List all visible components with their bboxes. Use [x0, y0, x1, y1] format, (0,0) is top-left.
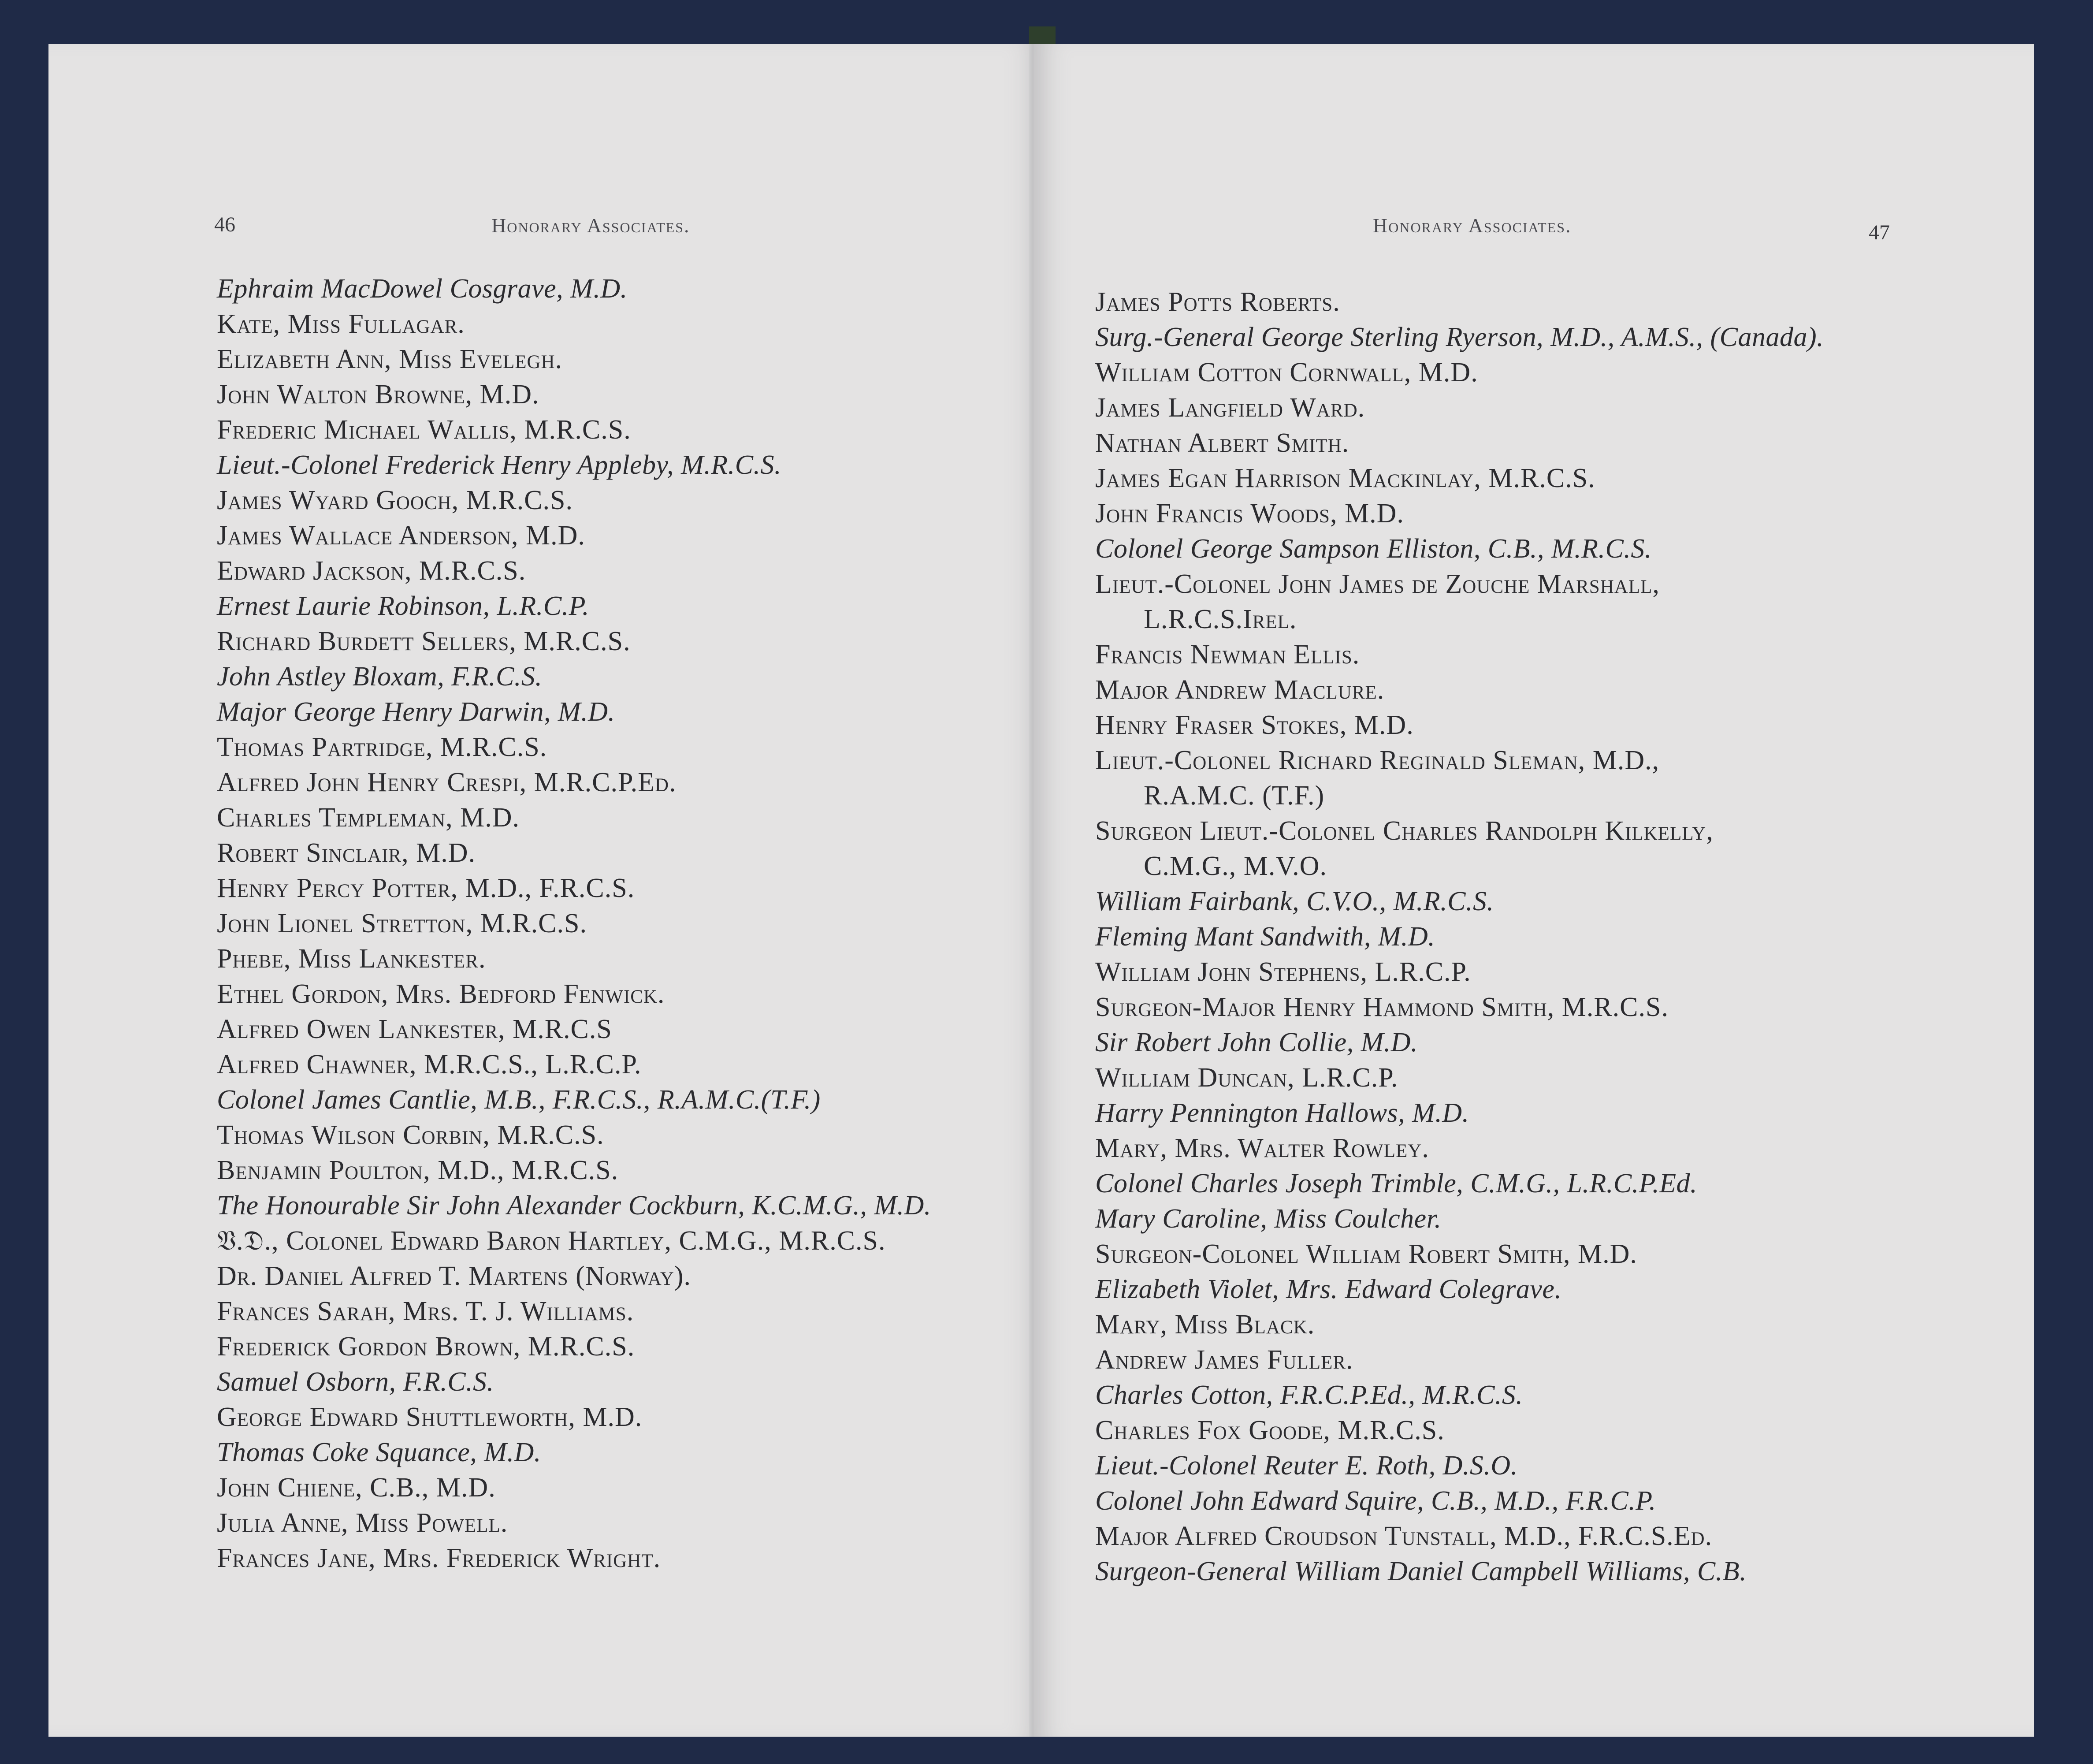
list-item	[1095, 919, 1824, 954]
list-item	[217, 624, 931, 659]
entry-name: Sir Robert John Collie, M.D.	[1095, 1027, 1418, 1057]
list-item	[1095, 1060, 1824, 1095]
entry-name: John Walton Browne, M.D.	[217, 380, 539, 409]
list-item	[217, 1082, 931, 1117]
entry-name: Phebe, Miss Lankester.	[217, 944, 486, 974]
entry-name: Benjamin Poulton, M.D., M.R.C.S.	[217, 1155, 619, 1185]
entry-name: Nathan Albert Smith.	[1095, 428, 1349, 458]
entry-name: Colonel Charles Joseph Trimble, C.M.G., L.R.C.P.Ed.	[1095, 1169, 1698, 1198]
entry-name: Surgeon-General William Daniel Campbell Williams, C.B.	[1095, 1556, 1747, 1586]
entry-name: John Chiene, C.B., M.D.	[217, 1473, 496, 1503]
list-item	[1095, 1448, 1824, 1483]
list-item	[1095, 1272, 1824, 1307]
entry-name: John Astley Bloxam, F.R.C.S.	[217, 662, 543, 692]
entry-name: Dr. Daniel Alfred T. Martens (Norway).	[217, 1261, 691, 1291]
entry-name: Frances Sarah, Mrs. T. J. Williams.	[217, 1296, 634, 1326]
list-item	[217, 588, 931, 624]
entry-name: Surgeon-Colonel William Robert Smith, M.D.	[1095, 1239, 1637, 1269]
list-item	[1095, 284, 1824, 320]
list-item	[217, 976, 931, 1012]
list-item	[1095, 637, 1824, 672]
running-head: Honorary Associates.	[1373, 214, 1572, 237]
entry-name: James Potts Roberts.	[1095, 287, 1340, 317]
list-item	[217, 271, 931, 306]
entry-name: Frederic Michael Wallis, M.R.C.S.	[217, 415, 631, 445]
entry-name: 𝔙.𝔇., Colonel Edward Baron Hartley, C.M.G., M.R.C.S.	[217, 1226, 886, 1256]
list-item	[217, 941, 931, 976]
entry-name: John Lionel Stretton, M.R.C.S.	[217, 908, 587, 938]
entry-continuation: R.A.M.C. (T.F.)	[1144, 781, 1325, 811]
entry-name: Henry Percy Potter, M.D., F.R.C.S.	[217, 873, 635, 903]
entry-name: Thomas Partridge, M.R.C.S.	[217, 732, 547, 762]
entry-name: Francis Newman Ellis.	[1095, 640, 1360, 670]
entry-name: James Langfield Ward.	[1095, 393, 1365, 423]
entry-name: Alfred Owen Lankester, M.R.C.S	[217, 1014, 612, 1044]
left-page	[48, 44, 1042, 1737]
list-item	[1095, 531, 1824, 566]
page-number: 47	[1869, 221, 1890, 244]
list-item	[217, 412, 931, 447]
list-item	[217, 483, 931, 518]
list-item	[1095, 990, 1824, 1025]
list-item	[217, 1329, 931, 1364]
list-item	[1095, 1377, 1824, 1413]
entry-name: Lieut.-Colonel Reuter E. Roth, D.S.O.	[1095, 1451, 1518, 1481]
entry-name: Charles Cotton, F.R.C.P.Ed., M.R.C.S.	[1095, 1380, 1523, 1410]
entry-name: Kate, Miss Fullagar.	[217, 309, 465, 339]
entry-name: Lieut.-Colonel John James de Zouche Marshall,	[1095, 569, 1660, 599]
entry-name: James Egan Harrison Mackinlay, M.R.C.S.	[1095, 463, 1595, 493]
entry-name: William Cotton Cornwall, M.D.	[1095, 357, 1478, 387]
list-item	[1095, 1201, 1824, 1236]
entry-name: Thomas Wilson Corbin, M.R.C.S.	[217, 1120, 604, 1150]
entry-continuation: C.M.G., M.V.O.	[1144, 851, 1327, 881]
list-item	[1095, 1342, 1824, 1377]
list-item	[1095, 813, 1824, 884]
list-item	[217, 1505, 931, 1541]
list-item	[217, 342, 931, 377]
list-item	[217, 1047, 931, 1082]
list-item	[1095, 672, 1824, 707]
list-item	[217, 1223, 931, 1258]
list-item	[1095, 425, 1824, 461]
list-item	[217, 1399, 931, 1435]
list-item	[1095, 1166, 1824, 1201]
entry-name: Mary Caroline, Miss Coulcher.	[1095, 1204, 1442, 1234]
list-item	[1095, 1095, 1824, 1131]
entry-name: Robert Sinclair, M.D.	[217, 838, 476, 868]
entry-list	[217, 271, 931, 1576]
entry-name: Harry Pennington Hallows, M.D.	[1095, 1098, 1469, 1128]
list-item	[217, 1117, 931, 1153]
entry-list	[1095, 284, 1824, 1589]
entry-name: Alfred John Henry Crespi, M.R.C.P.Ed.	[217, 767, 677, 797]
list-item	[217, 1188, 931, 1223]
list-item	[217, 553, 931, 588]
entry-name: Fleming Mant Sandwith, M.D.	[1095, 922, 1435, 952]
entry-name: Surg.-General George Sterling Ryerson, M.D., A.M.S., (Canada).	[1095, 322, 1824, 352]
list-item	[217, 906, 931, 941]
list-item	[1095, 1483, 1824, 1518]
entry-name: Ernest Laurie Robinson, L.R.C.P.	[217, 591, 590, 621]
entry-name: Frances Jane, Mrs. Frederick Wright.	[217, 1543, 661, 1573]
list-item	[217, 1541, 931, 1576]
entry-name: William John Stephens, L.R.C.P.	[1095, 957, 1471, 987]
entry-name: Ethel Gordon, Mrs. Bedford Fenwick.	[217, 979, 665, 1009]
entry-name: Julia Anne, Miss Powell.	[217, 1508, 508, 1538]
list-item	[217, 306, 931, 342]
list-item	[1095, 954, 1824, 990]
entry-name: Charles Templeman, M.D.	[217, 803, 520, 833]
entry-name: Surgeon Lieut.-Colonel Charles Randolph Kilkelly,	[1095, 816, 1714, 846]
list-item	[1095, 461, 1824, 496]
entry-name: Surgeon-Major Henry Hammond Smith, M.R.C.S.	[1095, 992, 1669, 1022]
entry-name: Colonel James Cantlie, M.B., F.R.C.S., R.A.M.C.(T.F.)	[217, 1085, 821, 1115]
list-item	[1095, 707, 1824, 743]
entry-name: Lieut.-Colonel Frederick Henry Appleby, M.R.C.S.	[217, 450, 781, 480]
entry-name: Major Alfred Croudson Tunstall, M.D., F.R.C.S.Ed.	[1095, 1521, 1713, 1551]
list-item	[217, 447, 931, 483]
entry-name: Alfred Chawner, M.R.C.S., L.R.C.P.	[217, 1049, 642, 1079]
list-item	[1095, 390, 1824, 425]
list-item	[217, 1294, 931, 1329]
list-item	[217, 694, 931, 729]
list-item	[1095, 566, 1824, 637]
right-page	[1033, 44, 2034, 1737]
entry-name: Major George Henry Darwin, M.D.	[217, 697, 615, 727]
list-item	[217, 1153, 931, 1188]
list-item	[1095, 355, 1824, 390]
entry-name: Thomas Coke Squance, M.D.	[217, 1437, 541, 1467]
entry-continuation: L.R.C.S.Irel.	[1144, 604, 1297, 634]
entry-name: Lieut.-Colonel Richard Reginald Sleman, M.D.,	[1095, 745, 1660, 775]
list-item	[217, 1012, 931, 1047]
entry-name: The Honourable Sir John Alexander Cockburn, K.C.M.G., M.D.	[217, 1191, 931, 1221]
entry-name: Mary, Miss Black.	[1095, 1310, 1315, 1340]
list-item	[217, 871, 931, 906]
entry-name: Henry Fraser Stokes, M.D.	[1095, 710, 1414, 740]
list-item	[217, 835, 931, 871]
page-number: 46	[214, 213, 235, 236]
list-item	[217, 765, 931, 800]
list-item	[1095, 496, 1824, 531]
list-item	[1095, 1518, 1824, 1554]
list-item	[217, 1258, 931, 1294]
entry-name: Samuel Osborn, F.R.C.S.	[217, 1367, 494, 1397]
entry-name: William Fairbank, C.V.O., M.R.C.S.	[1095, 886, 1494, 916]
list-item	[217, 377, 931, 412]
list-item	[217, 729, 931, 765]
list-item	[217, 1470, 931, 1505]
entry-name: James Wyard Gooch, M.R.C.S.	[217, 485, 573, 515]
entry-name: Edward Jackson, M.R.C.S.	[217, 556, 526, 586]
list-item	[1095, 1025, 1824, 1060]
entry-name: James Wallace Anderson, M.D.	[217, 521, 585, 551]
list-item	[217, 800, 931, 835]
list-item	[1095, 884, 1824, 919]
entry-name: Colonel John Edward Squire, C.B., M.D., F.R.C.P.	[1095, 1486, 1656, 1516]
entry-name: Frederick Gordon Brown, M.R.C.S.	[217, 1332, 635, 1362]
list-item	[217, 1435, 931, 1470]
entry-name: George Edward Shuttleworth, M.D.	[217, 1402, 643, 1432]
running-head: Honorary Associates.	[491, 214, 690, 237]
list-item	[217, 1364, 931, 1399]
list-item	[1095, 1554, 1824, 1589]
entry-name: Ephraim MacDowel Cosgrave, M.D.	[217, 274, 628, 304]
list-item	[1095, 1236, 1824, 1272]
entry-name: William Duncan, L.R.C.P.	[1095, 1063, 1398, 1093]
entry-name: Elizabeth Ann, Miss Evelegh.	[217, 344, 563, 374]
list-item	[1095, 1307, 1824, 1342]
list-item	[1095, 1131, 1824, 1166]
list-item	[1095, 320, 1824, 355]
entry-name: John Francis Woods, M.D.	[1095, 499, 1404, 528]
list-item	[217, 518, 931, 553]
entry-name: Charles Fox Goode, M.R.C.S.	[1095, 1415, 1445, 1445]
entry-name: Mary, Mrs. Walter Rowley.	[1095, 1133, 1429, 1163]
entry-name: Richard Burdett Sellers, M.R.C.S.	[217, 626, 631, 656]
list-item	[217, 659, 931, 694]
entry-name: Andrew James Fuller.	[1095, 1345, 1353, 1375]
entry-name: Colonel George Sampson Elliston, C.B., M.R.C.S.	[1095, 534, 1652, 564]
list-item	[1095, 743, 1824, 813]
list-item	[1095, 1413, 1824, 1448]
entry-name: Major Andrew Maclure.	[1095, 675, 1385, 705]
entry-name: Elizabeth Violet, Mrs. Edward Colegrave.	[1095, 1274, 1562, 1304]
